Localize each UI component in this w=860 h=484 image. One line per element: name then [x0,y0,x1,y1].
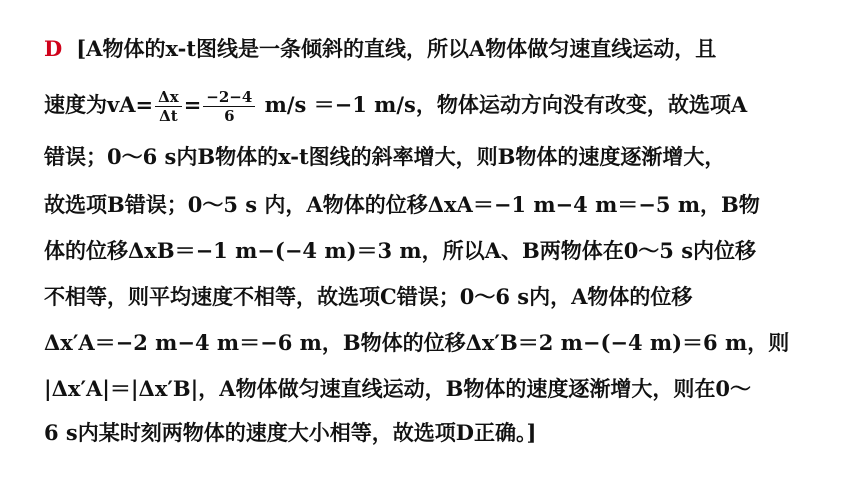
text-line-7: Δx′A＝−2 m−4 m＝−6 m，B物体的位移Δx′B＝2 m−(−4 m)＝6 m，则 [44,330,790,355]
answer-label: D [44,36,63,61]
equals-sign: = [183,92,202,117]
text-line-9: 6 s内某时刻两物体的速度大小相等，故选项D正确。] [44,420,537,445]
text-line-5: 体的位移ΔxB＝−1 m−(−4 m)＝3 m，所以A、B两物体在0～5 s内位移 [44,238,757,263]
line-2-prefix: 速度为vA= [44,92,154,117]
fraction-denominator: Δt [159,107,178,125]
text-line-2 [44,88,747,125]
value-denominator: 6 [224,107,235,125]
value-numerator: −2−4 [203,88,255,107]
value-fraction [203,88,255,125]
fraction-numerator: Δx [155,88,182,107]
line-1-text: [A物体的x-t图线是一条倾斜的直线，所以A物体做匀速直线运动，且 [76,36,717,61]
velocity-fraction [155,88,182,125]
text-line-3: 错误；0～6 s内B物体的x-t图线的斜率增大，则B物体的速度逐渐增大， [44,144,726,169]
text-line-4: 故选项B错误；0～5 s 内，A物体的位移ΔxA＝−1 m−4 m＝−5 m，B物 [44,192,760,217]
text-line-1 [44,34,716,64]
text-line-6: 不相等，则平均速度不相等，故选项C错误；0～6 s内，A物体的位移 [44,284,693,309]
text-line-8: |Δx′A|＝|Δx′B|，A物体做匀速直线运动，B物体的速度逐渐增大，则在0～ [44,376,751,401]
line-2-suffix: m/s ＝−1 m/s，物体运动方向没有改变，故选项A [257,92,748,117]
